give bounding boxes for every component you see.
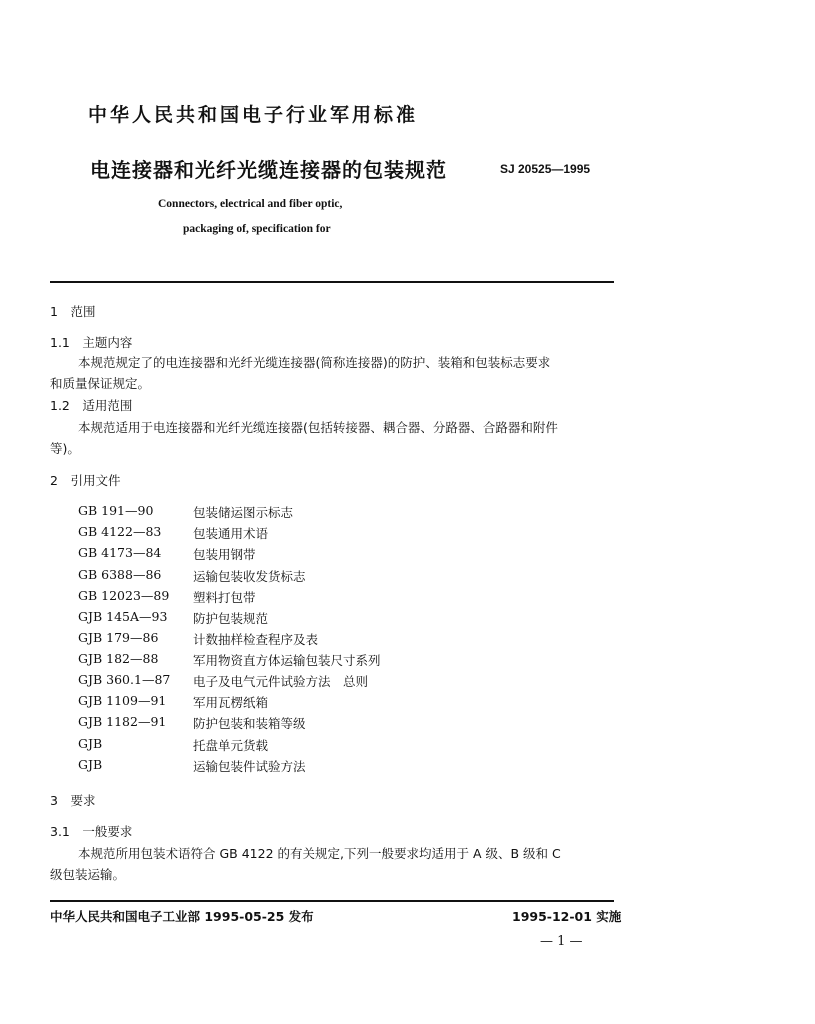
reference-code: GJB 1109—91 [78, 693, 167, 708]
english-title-line-1: Connectors, electrical and fiber optic, [158, 198, 343, 210]
reference-code: GJB 1182—91 [78, 714, 167, 729]
reference-code: GJB 360.1—87 [78, 672, 171, 687]
section-1-1-text-line-2: 和质量保证规定。 [50, 376, 151, 391]
reference-title: 军用瓦楞纸箱 [193, 695, 269, 710]
english-title-line-2: packaging of, specification for [183, 223, 331, 235]
standard-code: SJ 20525—1995 [500, 162, 591, 176]
reference-code: GJB [78, 757, 103, 772]
reference-code: GJB [78, 736, 103, 751]
section-1-1-text-line-1: 本规范规定了的电连接器和光纤光缆连接器(简称连接器)的防护、装箱和包装标志要求 [78, 355, 551, 370]
reference-code: GB 4122—83 [78, 524, 162, 539]
reference-code: GB 6388—86 [78, 567, 162, 582]
page-number: — 1 — [540, 934, 583, 949]
section-2-heading: 2 引用文件 [50, 473, 121, 488]
issued-statement: 中华人民共和国电子工业部 1995-05-25 发布 [50, 909, 314, 924]
reference-code: GB 12023—89 [78, 588, 170, 603]
footer-divider [50, 900, 614, 902]
reference-title: 计数抽样检查程序及表 [193, 632, 319, 647]
section-1-1-heading: 1.1 主题内容 [50, 335, 133, 350]
reference-title: 运输包装收发货标志 [193, 569, 306, 584]
section-1-2-text-line-1: 本规范适用于电连接器和光纤光缆连接器(包括转接器、耦合器、分路器、合路器和附件 [78, 420, 558, 435]
section-3-1-heading: 3.1 一般要求 [50, 824, 133, 839]
reference-title: 运输包装件试验方法 [193, 759, 306, 774]
section-3-heading: 3 要求 [50, 793, 96, 808]
reference-title: 包装储运图示标志 [193, 505, 294, 520]
org-standard-header: 中华人民共和国电子行业军用标准 [88, 104, 419, 126]
section-3-1-text-line-2: 级包装运输。 [50, 867, 126, 882]
reference-code: GB 4173—84 [78, 545, 162, 560]
reference-code: GJB 145A—93 [78, 609, 168, 624]
top-divider [50, 281, 614, 283]
reference-title: 军用物资直方体运输包装尺寸系列 [193, 653, 381, 668]
reference-title: 托盘单元货载 [193, 738, 269, 753]
document-title: 电连接器和光纤光缆连接器的包装规范 [90, 158, 447, 182]
reference-title: 包装用钢带 [193, 547, 256, 562]
reference-title: 包装通用术语 [193, 526, 269, 541]
section-1-2-text-line-2: 等)。 [50, 441, 80, 456]
reference-title: 塑料打包带 [193, 590, 256, 605]
reference-code: GJB 179—86 [78, 630, 159, 645]
effective-date: 1995-12-01 实施 [512, 909, 622, 924]
section-3-1-text-line-1: 本规范所用包装术语符合 GB 4122 的有关规定,下列一般要求均适用于 A 级、B 级和 C [78, 846, 561, 861]
reference-title: 电子及电气元件试验方法 总则 [193, 674, 369, 689]
section-1-2-heading: 1.2 适用范围 [50, 398, 133, 413]
reference-code: GB 191—90 [78, 503, 154, 518]
reference-title: 防护包装规范 [193, 611, 269, 626]
reference-code: GJB 182—88 [78, 651, 159, 666]
reference-title: 防护包装和装箱等级 [193, 716, 306, 731]
section-1-heading: 1 范围 [50, 304, 96, 319]
